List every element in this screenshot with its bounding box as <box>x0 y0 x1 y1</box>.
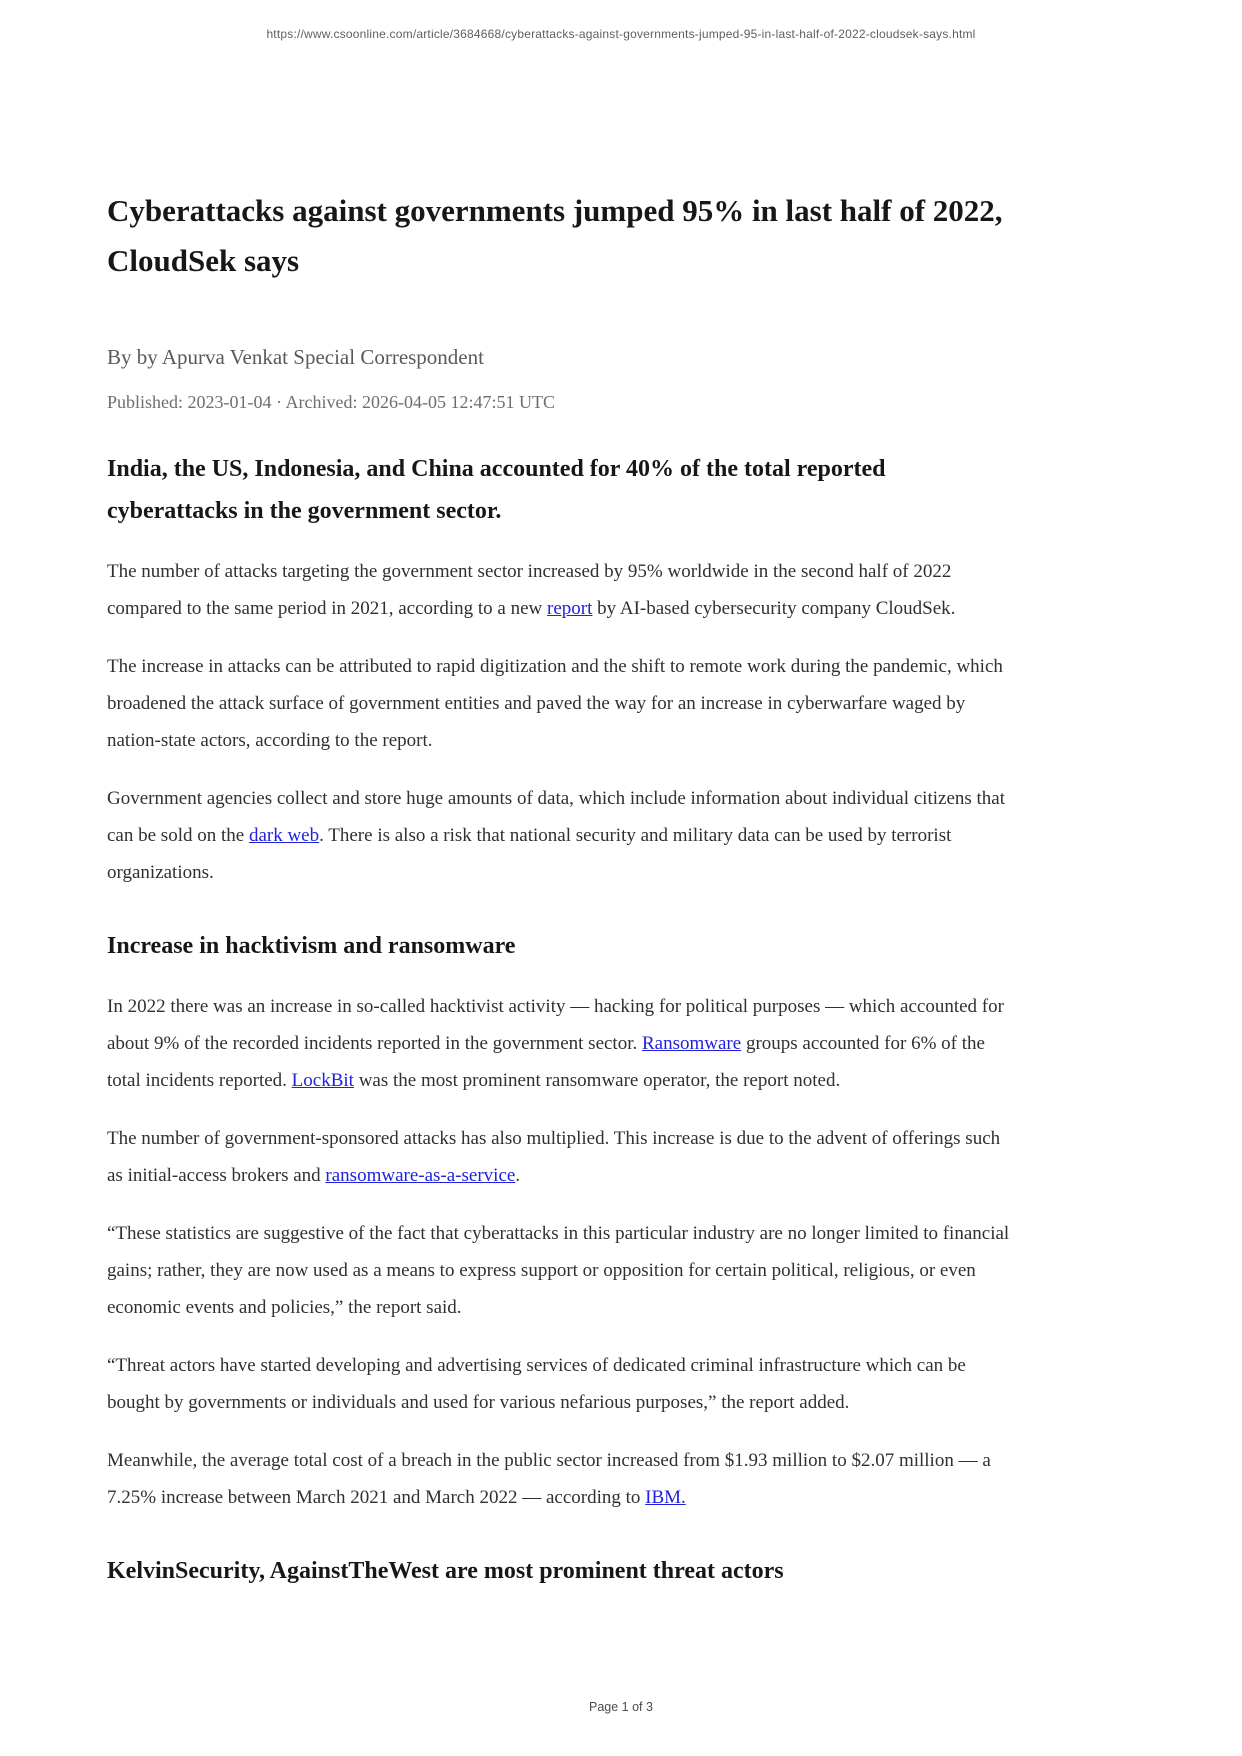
paragraph <box>107 1120 1012 1194</box>
text-run: In 2022 there was an increase in so-called hacktivist activity — hacking for political purposes — which accounted for about 9% of the recorded incidents reported in the government sector. <box>107 996 1004 1054</box>
paragraph <box>107 1442 1012 1516</box>
page-number: Page 1 of 3 <box>589 1700 653 1714</box>
paragraph <box>107 988 1012 1099</box>
text-run: by AI-based cybersecurity company CloudSek. <box>592 598 956 619</box>
text-run: The number of attacks targeting the government sector increased by 95% worldwide in the second half of 2022 compared to the same period in 2021, according to a new <box>107 561 952 619</box>
text-run: Government agencies collect and store huge amounts of data, which include information about individual citizens that can be sold on the <box>107 788 1006 846</box>
paragraph <box>107 1347 1012 1421</box>
paragraph <box>107 553 1012 627</box>
text-run: Meanwhile, the average total cost of a breach in the public sector increased from $1.93 million to $2.07 million — a 7.25% increase between March 2021 and March 2022 — according to <box>107 1450 991 1508</box>
link-ibm[interactable]: IBM. <box>645 1487 686 1508</box>
section-heading-increase-in-hacktivism: Increase in hacktivism and ransomware <box>107 933 516 959</box>
link-report[interactable]: report <box>547 598 593 619</box>
paragraph <box>107 780 1012 891</box>
published-archived-line: Published: 2023-01-04 · Archived: 2026-04-05 12:47:51 UTC <box>107 392 555 412</box>
link-dark-web[interactable]: dark web <box>248 825 320 846</box>
byline: By by Apurva Venkat Special Correspondent <box>107 345 484 369</box>
text-run: The increase in attacks can be attributed to rapid digitization and the shift to remote work during the pandemic, which broadened the attack surface of government entities and paved the way for an increase in cyberwarfare waged by nation-state actors, according to the report. <box>107 656 1003 751</box>
article-title: Cyberattacks against governments jumped 95% in last half of 2022, CloudSek says <box>107 193 1003 278</box>
link-ransomware[interactable]: Ransomware <box>642 1033 742 1054</box>
link-lockbit[interactable]: LockBit <box>291 1070 354 1091</box>
paragraph <box>107 648 1012 759</box>
text-run: was the most prominent ransomware operator, the report noted. <box>353 1070 841 1091</box>
article-body <box>107 448 1012 1592</box>
section-heading-kelvinsecurity-againstthewest-are: KelvinSecurity, AgainstTheWest are most prominent threat actors <box>107 1558 784 1584</box>
text-run: The number of government-sponsored attacks has also multiplied. This increase is due to the advent of offerings such as initial-access brokers and <box>107 1128 1001 1186</box>
text-run: groups accounted for 6% of the total incidents reported. <box>107 1033 985 1091</box>
source-url: https://www.csoonline.com/article/3684668/cyberattacks-against-governments-jumped-95-in-last-half-of-2022-cloudsek-says.html <box>266 27 976 41</box>
paragraph <box>107 1215 1012 1326</box>
text-run: “These statistics are suggestive of the fact that cyberattacks in this particular industry are no longer limited to financial gains; rather, they are now used as a means to express support or opposition for certain political, religious, or even economic events and policies,” the report said. <box>107 1223 1010 1318</box>
text-run: . There is also a risk that national security and military data can be used by terrorist organizations. <box>107 825 952 883</box>
section-heading-india-the-us: India, the US, Indonesia, and China accounted for 40% of the total reported cyberattacks in the government sector. <box>107 456 886 524</box>
page-footer <box>0 1700 1242 1714</box>
text-run: . <box>515 1165 521 1186</box>
article <box>107 0 1012 1598</box>
text-run: “Threat actors have started developing and advertising services of dedicated criminal infrastructure which can be bought by governments or individuals and used for various nefarious purposes,” the report added. <box>107 1355 966 1413</box>
link-ransomware-as-a-service[interactable]: ransomware-as-a-service <box>325 1165 516 1186</box>
